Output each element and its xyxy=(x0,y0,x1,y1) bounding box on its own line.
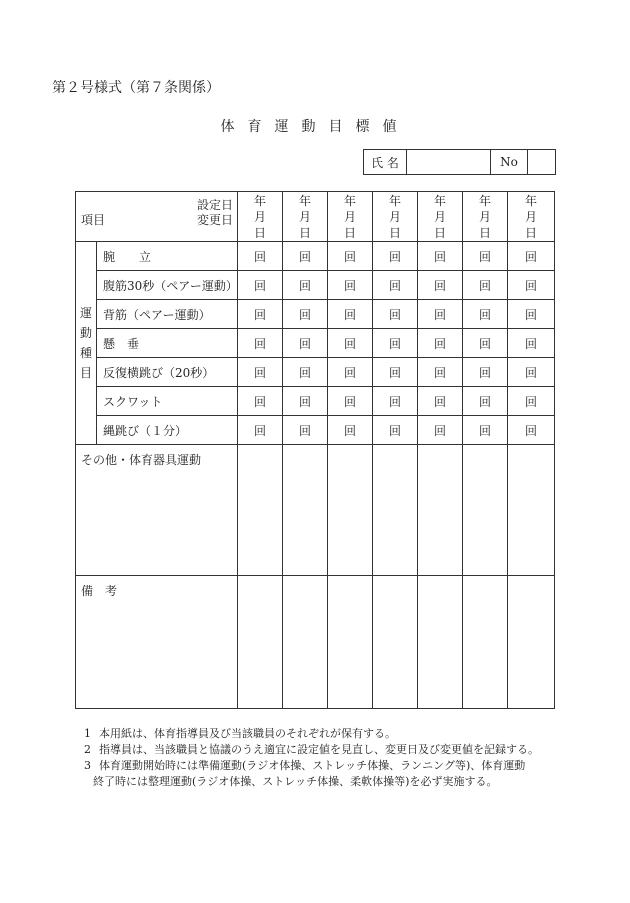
count-cell[interactable]: 回 xyxy=(238,329,283,358)
count-cell[interactable]: 回 xyxy=(418,387,463,416)
entry-cell[interactable] xyxy=(373,445,418,576)
day-label: 日 xyxy=(478,225,491,240)
date-column-header xyxy=(508,192,555,242)
date-column-header xyxy=(238,192,283,242)
count-cell[interactable]: 回 xyxy=(418,271,463,300)
count-cell[interactable]: 回 xyxy=(373,358,418,387)
count-cell[interactable]: 回 xyxy=(373,300,418,329)
count-cell[interactable]: 回 xyxy=(238,416,283,445)
category-char: 運 xyxy=(79,306,92,320)
exercise-row xyxy=(76,271,555,300)
year-label: 年 xyxy=(298,193,311,208)
entry-cell[interactable] xyxy=(283,576,328,709)
category-char: 種 xyxy=(79,346,92,360)
count-cell[interactable]: 回 xyxy=(283,329,328,358)
no-field[interactable] xyxy=(528,150,556,175)
count-cell[interactable]: 回 xyxy=(463,242,508,271)
year-label: 年 xyxy=(433,193,446,208)
year-label: 年 xyxy=(343,193,356,208)
day-label: 日 xyxy=(433,225,446,240)
exercise-name: 腹筋30秒（ペアー運動） xyxy=(97,271,238,300)
exercise-name: 反復横跳び（20秒） xyxy=(97,358,238,387)
count-cell[interactable]: 回 xyxy=(463,387,508,416)
entry-cell[interactable] xyxy=(328,576,373,709)
count-cell[interactable]: 回 xyxy=(238,271,283,300)
entry-cell[interactable] xyxy=(238,445,283,576)
exercise-name: 縄跳び（１分） xyxy=(97,416,238,445)
category-label xyxy=(76,242,97,445)
count-cell[interactable]: 回 xyxy=(283,271,328,300)
count-cell[interactable]: 回 xyxy=(508,416,555,445)
entry-cell[interactable] xyxy=(283,445,328,576)
page-title: 体育運動目標値 xyxy=(220,119,410,135)
target-value-table xyxy=(75,191,555,709)
count-cell[interactable]: 回 xyxy=(373,387,418,416)
count-cell[interactable]: 回 xyxy=(283,300,328,329)
set-date-label: 設定日 xyxy=(196,198,233,212)
entry-cell[interactable] xyxy=(418,576,463,709)
entry-cell[interactable] xyxy=(238,576,283,709)
count-cell[interactable]: 回 xyxy=(463,416,508,445)
note-3-continued: 終了時には整理運動(ラジオ体操、ストレッチ体操、柔軟体操等)を必ず実施する。 xyxy=(93,775,498,788)
count-cell[interactable]: 回 xyxy=(508,300,555,329)
exercise-row xyxy=(76,358,555,387)
count-cell[interactable]: 回 xyxy=(373,271,418,300)
count-cell[interactable]: 回 xyxy=(373,242,418,271)
date-column-header xyxy=(283,192,328,242)
date-column-header xyxy=(373,192,418,242)
count-cell[interactable]: 回 xyxy=(238,387,283,416)
count-cell[interactable]: 回 xyxy=(238,242,283,271)
no-label: No xyxy=(491,150,528,175)
count-cell[interactable]: 回 xyxy=(283,416,328,445)
count-cell[interactable]: 回 xyxy=(373,329,418,358)
count-cell[interactable]: 回 xyxy=(238,300,283,329)
count-cell[interactable]: 回 xyxy=(328,271,373,300)
count-cell[interactable]: 回 xyxy=(418,416,463,445)
count-cell[interactable]: 回 xyxy=(238,358,283,387)
month-label: 月 xyxy=(388,209,401,224)
month-label: 月 xyxy=(298,209,311,224)
date-column-header xyxy=(418,192,463,242)
count-cell[interactable]: 回 xyxy=(373,416,418,445)
count-cell[interactable]: 回 xyxy=(283,387,328,416)
entry-cell[interactable] xyxy=(508,576,555,709)
exercise-name: スクワット xyxy=(97,387,238,416)
month-label: 月 xyxy=(524,209,537,224)
exercise-row xyxy=(76,242,555,271)
name-label: 氏 名 xyxy=(364,150,407,175)
entry-cell[interactable] xyxy=(418,445,463,576)
count-cell[interactable]: 回 xyxy=(418,358,463,387)
month-label: 月 xyxy=(478,209,491,224)
other-label: その他・体育器具運動 xyxy=(76,445,238,576)
exercise-row xyxy=(76,329,555,358)
count-cell[interactable]: 回 xyxy=(328,242,373,271)
name-box xyxy=(363,149,556,175)
exercise-name: 腕 立 xyxy=(97,242,238,271)
day-label: 日 xyxy=(388,225,401,240)
month-label: 月 xyxy=(433,209,446,224)
count-cell[interactable]: 回 xyxy=(283,242,328,271)
year-label: 年 xyxy=(478,193,491,208)
count-cell[interactable]: 回 xyxy=(463,358,508,387)
header-label-cell xyxy=(76,192,238,242)
day-label: 日 xyxy=(524,225,537,240)
count-cell[interactable]: 回 xyxy=(418,242,463,271)
count-cell[interactable]: 回 xyxy=(418,300,463,329)
remarks-label: 備 考 xyxy=(76,576,238,709)
year-label: 年 xyxy=(253,193,266,208)
exercise-name: 背筋（ペアー運動） xyxy=(97,300,238,329)
count-cell[interactable]: 回 xyxy=(463,271,508,300)
count-cell[interactable]: 回 xyxy=(328,416,373,445)
month-label: 月 xyxy=(253,209,266,224)
exercise-name: 懸 垂 xyxy=(97,329,238,358)
exercise-row xyxy=(76,300,555,329)
count-cell[interactable]: 回 xyxy=(508,329,555,358)
category-char: 目 xyxy=(79,366,92,380)
name-field[interactable] xyxy=(407,150,491,175)
category-char: 動 xyxy=(79,326,92,340)
entry-cell[interactable] xyxy=(328,445,373,576)
remarks-row xyxy=(76,576,555,709)
count-cell[interactable]: 回 xyxy=(328,329,373,358)
year-label: 年 xyxy=(524,193,537,208)
month-label: 月 xyxy=(343,209,356,224)
item-label: 項目 xyxy=(81,213,106,227)
count-cell[interactable]: 回 xyxy=(508,358,555,387)
count-cell[interactable]: 回 xyxy=(418,329,463,358)
count-cell[interactable]: 回 xyxy=(463,300,508,329)
day-label: 日 xyxy=(298,225,311,240)
note-1: 1 本用紙は、体育指導員及び当該職員のそれぞれが保有する。 xyxy=(84,727,396,740)
count-cell[interactable]: 回 xyxy=(328,300,373,329)
exercise-row xyxy=(76,387,555,416)
notes xyxy=(84,726,539,790)
count-cell[interactable]: 回 xyxy=(328,358,373,387)
date-column-header xyxy=(328,192,373,242)
count-cell[interactable]: 回 xyxy=(283,358,328,387)
day-label: 日 xyxy=(253,225,266,240)
day-label: 日 xyxy=(343,225,356,240)
entry-cell[interactable] xyxy=(463,576,508,709)
entry-cell[interactable] xyxy=(373,576,418,709)
entry-cell[interactable] xyxy=(463,445,508,576)
count-cell[interactable]: 回 xyxy=(328,387,373,416)
count-cell[interactable]: 回 xyxy=(463,329,508,358)
other-exercise-row xyxy=(76,445,555,576)
note-3: 3 体育運動開始時には準備運動(ラジオ体操、ストレッチ体操、ランニング等)、体育運動 xyxy=(84,759,526,772)
entry-cell[interactable] xyxy=(508,445,555,576)
note-2: 2 指導員は、当該職員と協議のうえ適宜に設定値を見直し、変更日及び変更値を記録する。 xyxy=(84,743,539,756)
year-label: 年 xyxy=(388,193,401,208)
exercise-row xyxy=(76,416,555,445)
form-id: 第２号様式（第７条関係） xyxy=(52,80,220,96)
change-date-label: 変更日 xyxy=(196,213,233,227)
count-cell[interactable]: 回 xyxy=(508,271,555,300)
count-cell[interactable]: 回 xyxy=(508,242,555,271)
date-column-header xyxy=(463,192,508,242)
count-cell[interactable]: 回 xyxy=(508,387,555,416)
